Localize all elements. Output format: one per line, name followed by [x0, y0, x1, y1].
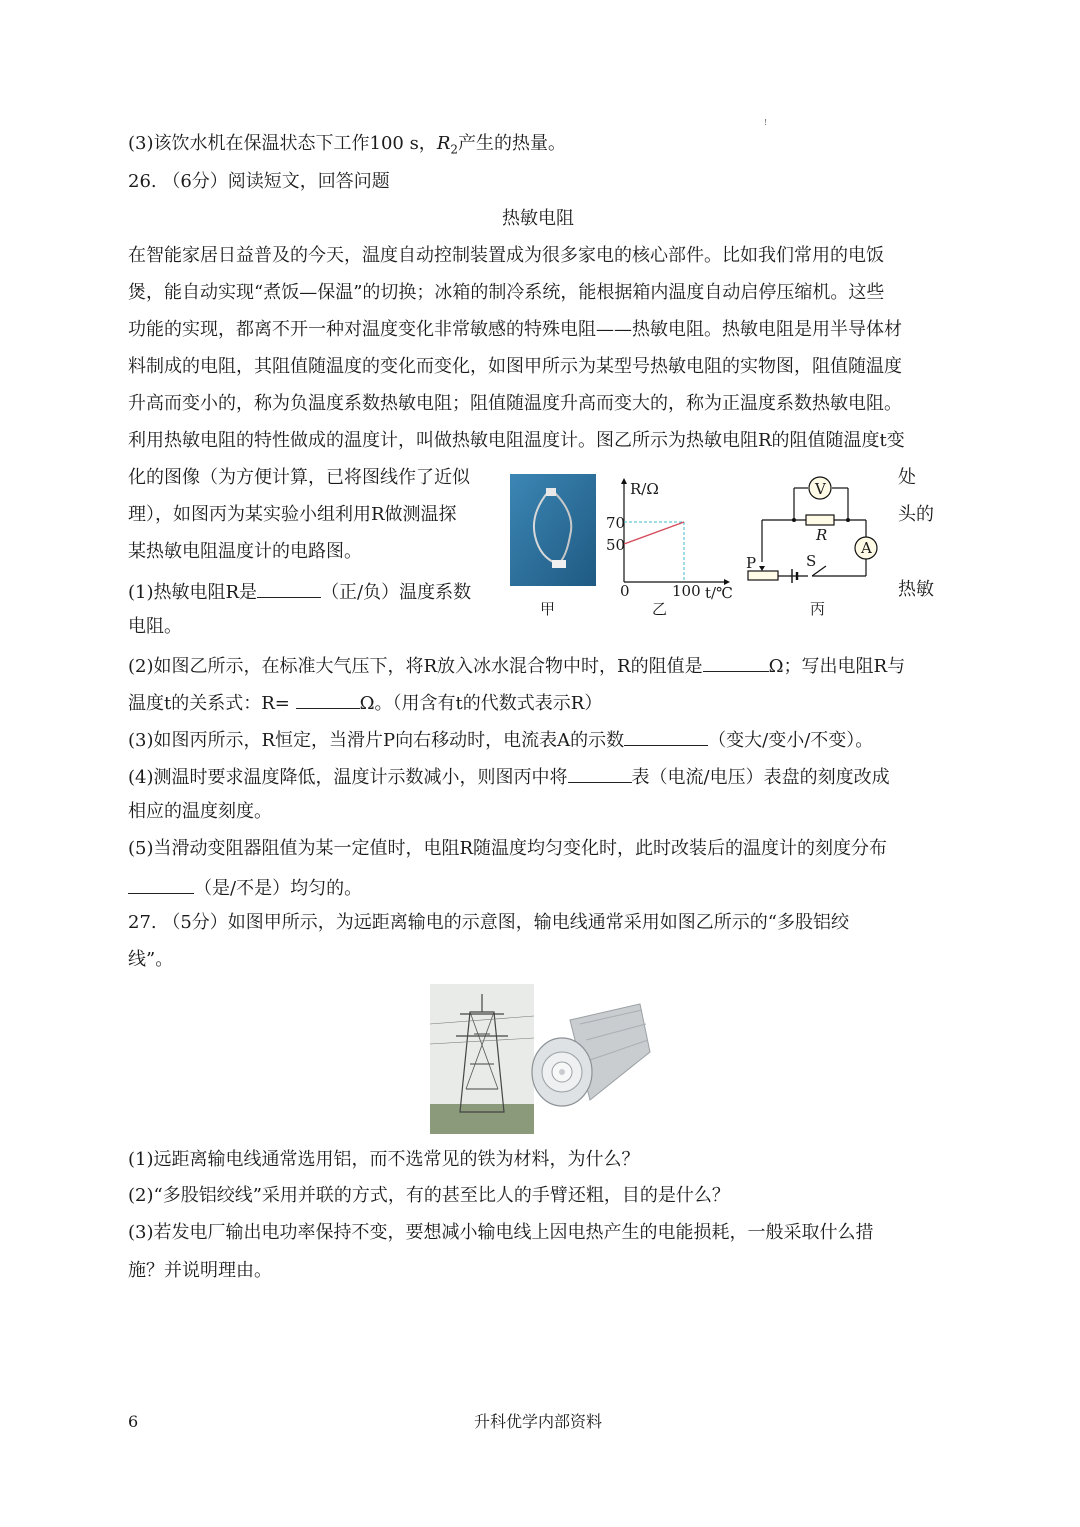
- resistor-label: R: [816, 526, 828, 544]
- q25-part3-prefix: (3)该饮水机在保温状态下工作100 s，: [128, 133, 437, 154]
- q4-text-a: (4)测温时要求温度降低，温度计示数减小，则图丙中将: [128, 767, 568, 788]
- q25-var: R: [436, 133, 451, 154]
- q27-header-line-2: 线”。: [128, 949, 174, 970]
- q2-answer-blank-2[interactable]: [296, 690, 360, 709]
- right-word-2: 头的: [898, 504, 934, 525]
- q26-question-4-line-2: 相应的温度刻度。: [128, 801, 272, 822]
- right-word-3: 热敏: [898, 579, 934, 600]
- graph-ylabel: R/Ω: [630, 480, 659, 498]
- resistance-temperature-graph: [600, 476, 740, 602]
- q4-answer-blank[interactable]: [568, 764, 632, 783]
- para-line-3: 功能的实现，都离不开一种对温度变化非常敏感的特殊电阻——热敏电阻。热敏电阻是用半导体材: [128, 319, 902, 340]
- q26-question-2-line-2: [128, 690, 602, 715]
- para-line-5: 升高而变小的，称为负温度系数热敏电阻；阻值随温度升高而变大的，称为正温度系数热敏电阻。: [128, 393, 902, 414]
- ammeter-symbol: A: [861, 539, 872, 557]
- label-jia: 甲: [540, 600, 556, 618]
- q26-question-5-line-2: [128, 875, 362, 900]
- q3-text-b: （变大/变小/不变）。: [708, 730, 874, 751]
- graph-xtick-100: 100: [672, 582, 701, 600]
- q5-answer-blank[interactable]: [128, 875, 194, 894]
- q3-text-a: (3)如图丙所示，R恒定，当滑片P向右移动时，电流表A的示数: [128, 730, 625, 751]
- para-line-6: 利用热敏电阻的特性做成的温度计，叫做热敏电阻温度计。图乙所示为热敏电阻R的阻值随温度t变: [128, 430, 905, 451]
- q27-header-line-1: 27. （5分）如图甲所示，为远距离输电的示意图，输电线通常采用如图乙所示的“多股铝绞: [128, 912, 849, 933]
- q25-part3-suffix: 产生的热量。: [458, 133, 567, 154]
- slider-label: P: [746, 554, 757, 572]
- graph-ytick-70: 70: [606, 514, 626, 532]
- q2-text-b: Ω；写出电阻R与: [768, 656, 906, 677]
- left-line-1: 化的图像（为方便计算，已将图线作了近似: [128, 467, 470, 488]
- voltmeter-symbol: V: [815, 480, 826, 498]
- q5-text: （是/不是）均匀的。: [194, 878, 363, 899]
- q26-question-4-line-1: [128, 764, 890, 789]
- left-line-2: 理），如图丙为某实验小组利用R做测温探: [128, 504, 457, 525]
- graph-xlabel: t/℃: [705, 584, 733, 602]
- q4-text-b: 表（电流/电压）表盘的刻度改成: [631, 767, 890, 788]
- q1-suffix: （正/负）温度系数: [321, 582, 472, 603]
- transmission-tower-photo: [430, 984, 534, 1134]
- thermistor-photo: [510, 474, 596, 586]
- q1-text: (1)热敏电阻R是: [128, 582, 258, 603]
- label-yi: 乙: [652, 600, 668, 618]
- q26-question-2-line-1: [128, 653, 905, 678]
- stray-mark: !: [764, 118, 768, 127]
- q1-answer-blank[interactable]: [257, 579, 321, 598]
- graph-ytick-50: 50: [606, 536, 626, 554]
- q27-question-3-line-1: (3)若发电厂输出电功率保持不变，要想减小输电线上因电热产生的电能损耗，一般采取什么措: [128, 1222, 874, 1243]
- page-number: 6: [128, 1412, 139, 1431]
- q27-question-2: (2)“多股铝绞线”采用并联的方式，有的甚至比人的手臂还粗，目的是什么？: [128, 1185, 730, 1206]
- stranded-aluminum-wire-photo: [530, 1000, 652, 1118]
- q3-answer-blank[interactable]: [624, 727, 708, 746]
- para-line-4: 料制成的电阻，其阻值随温度的变化而变化，如图甲所示为某型号热敏电阻的实物图，阻值随温度: [128, 356, 902, 377]
- q26-question-3: [128, 727, 873, 752]
- q2-answer-blank-1[interactable]: [703, 653, 769, 672]
- q1-line-2: 电阻。: [128, 616, 182, 637]
- label-bing: 丙: [810, 600, 826, 618]
- graph-xtick-0: 0: [620, 582, 630, 600]
- q26-header: 26. （6分）阅读短文，回答问题: [128, 171, 390, 192]
- article-title: 热敏电阻: [502, 208, 574, 229]
- q2-line2-text-a: 温度t的关系式：R=: [128, 693, 290, 714]
- left-line-3: 某热敏电阻温度计的电路图。: [128, 541, 362, 562]
- footer-text: 升科优学内部资料: [474, 1412, 603, 1431]
- circuit-diagram: [742, 474, 882, 586]
- q2-text-a: (2)如图乙所示，在标准大气压下，将R放入冰水混合物中时，R的阻值是: [128, 656, 703, 677]
- q27-question-3-line-2: 施？并说明理由。: [128, 1260, 272, 1281]
- para-line-2: 煲，能自动实现“煮饭—保温”的切换；冰箱的制冷系统，能根据箱内温度自动启停压缩机。这些: [128, 282, 885, 303]
- q26-question-5-line-1: (5)当滑动变阻器阻值为某一定值时，电阻R随温度均匀变化时，此时改装后的温度计的刻度分布: [128, 838, 888, 859]
- q25-sub: 2: [450, 142, 459, 157]
- q27-question-1: (1)远距离输电线通常选用铝，而不选常见的铁为材料，为什么？: [128, 1149, 640, 1170]
- q26-question-1: [128, 579, 471, 604]
- q2-line2-text-b: Ω。（用含有t的代数式表示R）: [359, 693, 603, 714]
- switch-label: S: [806, 552, 817, 570]
- para-line-1: 在智能家居日益普及的今天，温度自动控制装置成为很多家电的核心部件。比如我们常用的电饭: [128, 245, 884, 266]
- right-word-1: 处: [898, 467, 916, 488]
- q25-part3: [128, 133, 566, 161]
